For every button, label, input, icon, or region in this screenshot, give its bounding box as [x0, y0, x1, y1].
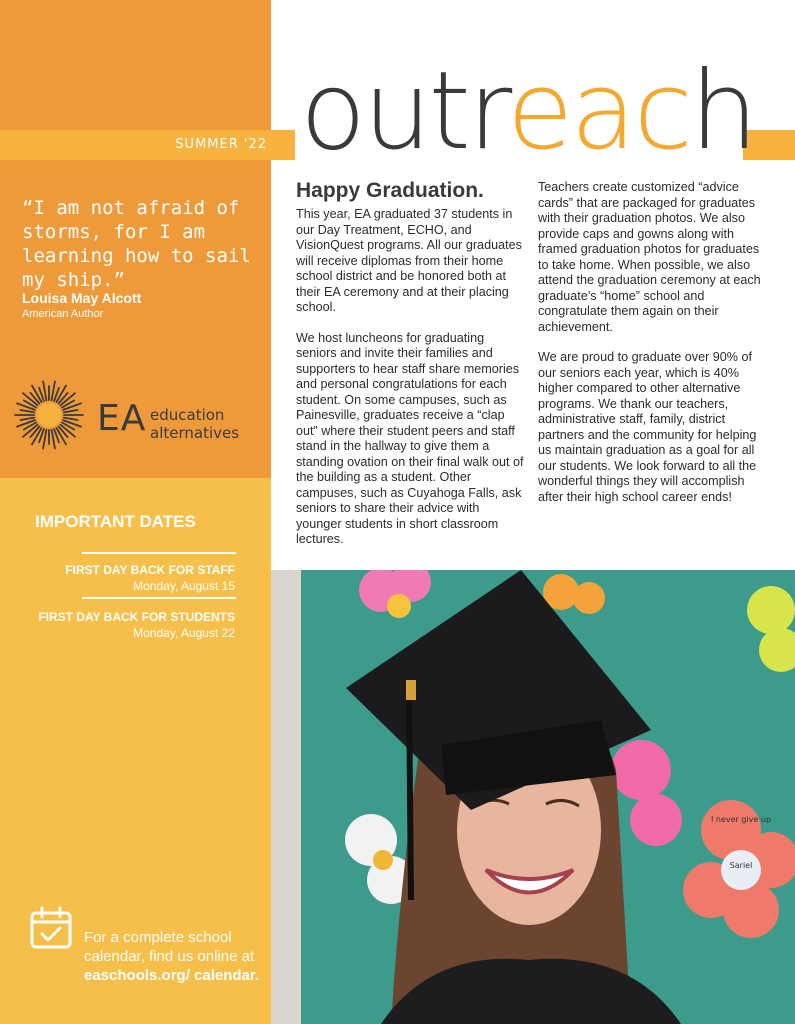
calendar-note-text: For a complete school calendar, find us online at [84, 929, 255, 965]
logo-mark: EA [97, 398, 147, 439]
logo-ray [43, 382, 46, 401]
calendar-note [84, 928, 264, 985]
logo-ray [52, 430, 55, 449]
article-headline: Happy Graduation. [296, 179, 484, 202]
masthead-part2: h [689, 49, 756, 174]
flower-note: Sariel [729, 861, 753, 870]
article-paragraph: We are proud to graduate over 90% of our seniors each year, which is 40% higher compared to other alternative programs. We thank our teachers, administrative staff, family, district partners and the community for helping us maintain graduation as a goal for all our students. We look forward to all the wonderful things they will accomplish after their high school career ends! [538, 350, 757, 504]
date-value: Monday, August 22 [133, 626, 235, 640]
logo-ray [43, 430, 46, 449]
date-item-staff [65, 562, 235, 594]
season-band [0, 130, 271, 160]
date-divider [82, 552, 236, 554]
logo-ray [52, 382, 55, 401]
article-column-2 [538, 180, 764, 520]
article-paragraph: This year, EA graduated 37 students in our Day Treatment, ECHO, and VisionQuest programs. All our graduates will receive diplomas from their home school district and be honored both at their EA ceremony and at their placing school. [296, 207, 522, 314]
article-paragraph: We host luncheons for graduating seniors and invite their families and supporters to hear staff share memories and personal congratulations for each student. On some campuses, such as Painesville, graduates receive a “clap out” where their student peers and staff stand in the hallway to give them a standing ovation on their final walk out of the building as a student. Other campuses, such as Cuyahoga Falls, ask seniors to share their advice with younger students in short classroom lectures. [296, 330, 524, 546]
graduate-photo [271, 570, 795, 1024]
logo-line2: alternatives [150, 424, 240, 442]
masthead-accent: eac [506, 49, 690, 174]
date-divider [82, 597, 236, 599]
logo-ray [64, 418, 78, 420]
quote-text: “I am not afraid of storms, for I am learning how to sail my ship.” [22, 197, 251, 291]
date-title: FIRST DAY BACK FOR STUDENTS [38, 610, 235, 624]
date-title: FIRST DAY BACK FOR STAFF [65, 563, 235, 577]
logo-ray [20, 418, 34, 420]
calendar-check-icon [29, 906, 73, 950]
article-paragraph: Teachers create customized “advice cards” that are packaged for graduates with their graduation photos. We also provide caps and gowns along with framed graduation photos for graduates to take home. When possible, we also attend the graduation ceremony at each graduate’s “home” school and congratulate them again on their achievement. [538, 180, 761, 334]
logo-wordmark [150, 406, 239, 442]
logo-line1: education [150, 406, 225, 424]
flower-note: I never give up [710, 815, 772, 824]
sunburst-logo-icon [14, 378, 84, 452]
quote-author: Louisa May Alcott [22, 290, 142, 306]
date-item-students [38, 609, 235, 641]
date-value: Monday, August 15 [133, 579, 235, 593]
article-column-1 [296, 207, 524, 563]
calendar-link[interactable]: easchools.org/ calendar. [84, 967, 260, 984]
title-band-connector [271, 130, 295, 160]
logo-ray [20, 410, 34, 412]
issue-season: SUMMER '22 [175, 137, 267, 152]
logo-ray [64, 410, 78, 412]
masthead-part1: outr [300, 49, 507, 174]
quote-author-role: American Author [22, 308, 104, 320]
masthead-title [300, 42, 755, 182]
important-dates-heading: IMPORTANT DATES [35, 512, 196, 531]
